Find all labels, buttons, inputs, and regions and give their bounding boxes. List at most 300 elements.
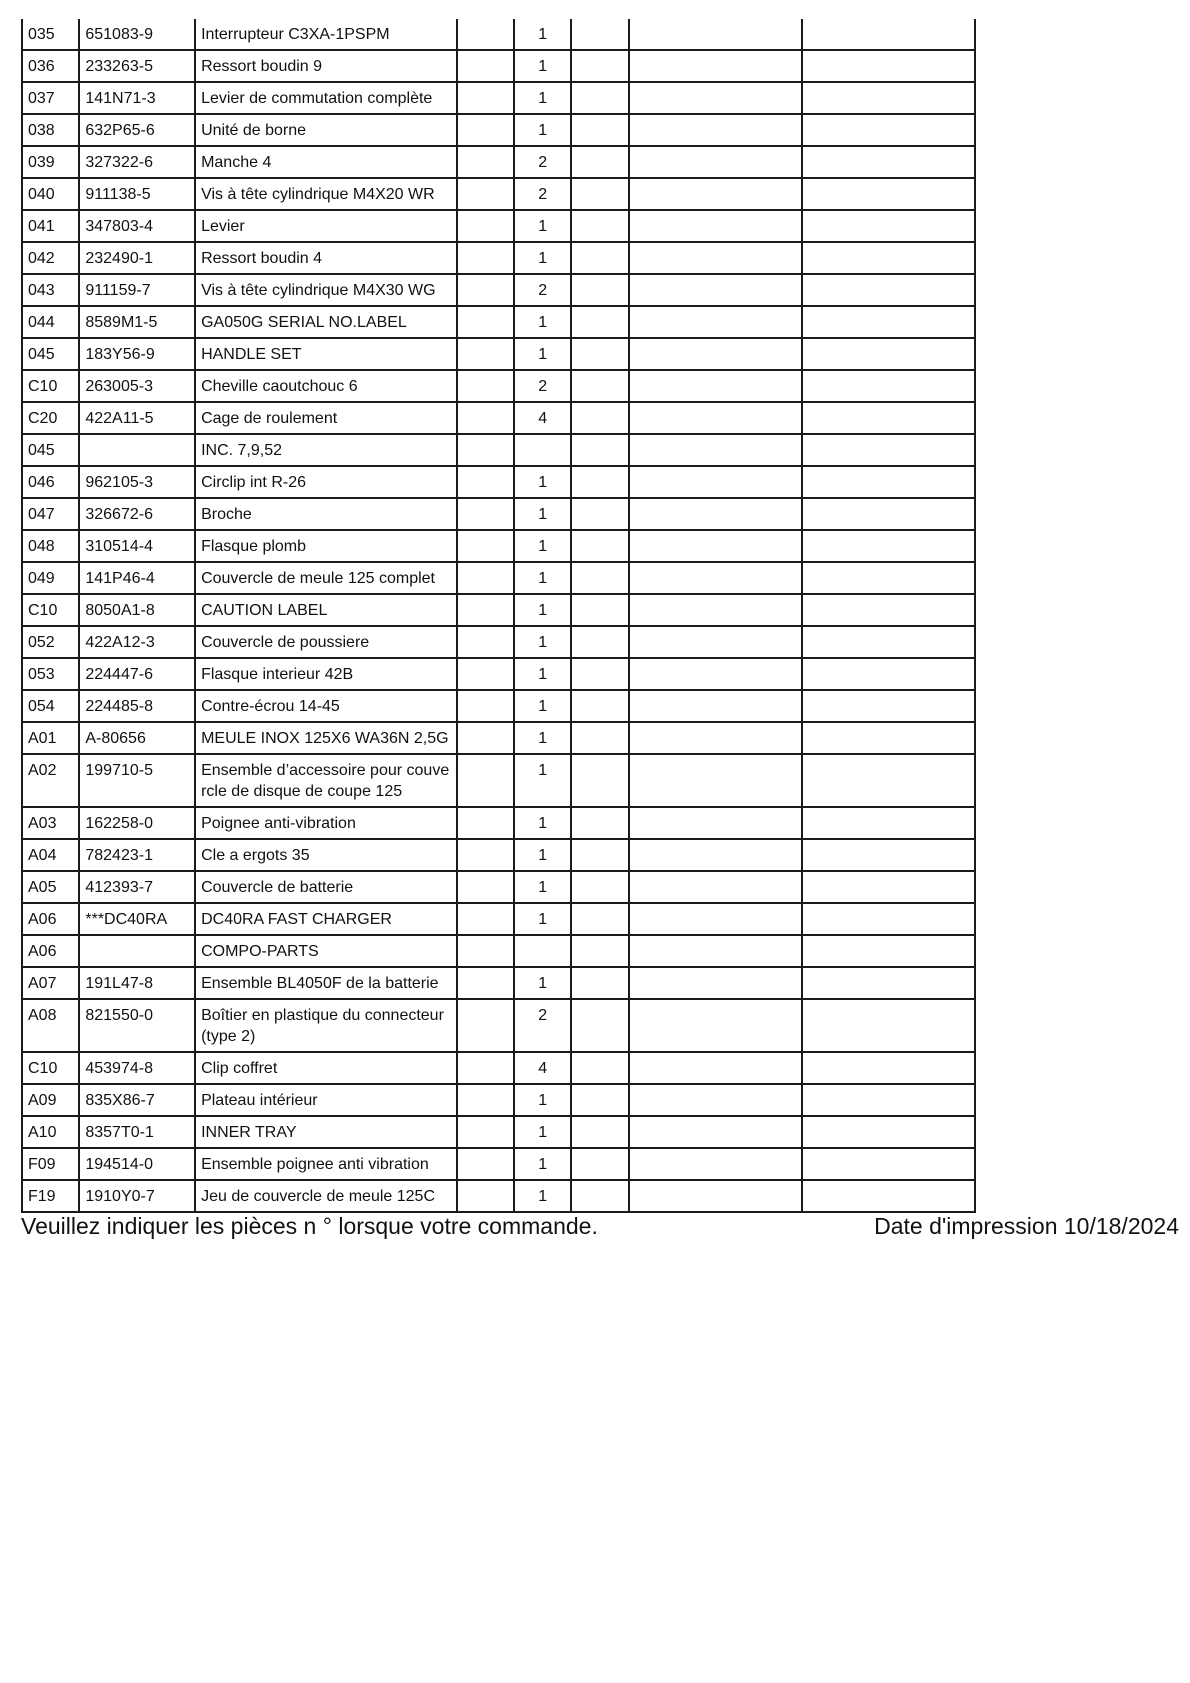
- description-cell: Ressort boudin 4: [195, 242, 457, 274]
- description-cell: Levier de commutation complète: [195, 82, 457, 114]
- description-cell: Couvercle de poussiere: [195, 626, 457, 658]
- description-cell: Plateau intérieur: [195, 1084, 457, 1116]
- empty-cell: [802, 871, 975, 903]
- empty-cell: [629, 1084, 802, 1116]
- empty-cell: [571, 210, 628, 242]
- item-number-cell: 045: [22, 338, 79, 370]
- empty-cell: [629, 754, 802, 807]
- quantity-cell: 1: [514, 19, 571, 50]
- quantity-cell: 1: [514, 562, 571, 594]
- empty-cell: [457, 935, 514, 967]
- item-number-cell: A07: [22, 967, 79, 999]
- empty-cell: [571, 274, 628, 306]
- part-number-cell: 263005-3: [79, 370, 195, 402]
- part-number-cell: 141P46-4: [79, 562, 195, 594]
- quantity-cell: 1: [514, 839, 571, 871]
- empty-cell: [571, 178, 628, 210]
- empty-cell: [629, 498, 802, 530]
- quantity-cell: 1: [514, 626, 571, 658]
- item-number-cell: 042: [22, 242, 79, 274]
- empty-cell: [571, 562, 628, 594]
- empty-cell: [629, 338, 802, 370]
- part-number-cell: 835X86-7: [79, 1084, 195, 1116]
- description-cell: Ressort boudin 9: [195, 50, 457, 82]
- empty-cell: [629, 594, 802, 626]
- table-row: [22, 402, 975, 434]
- quantity-cell: 2: [514, 999, 571, 1052]
- empty-cell: [802, 1084, 975, 1116]
- empty-cell: [571, 839, 628, 871]
- description-cell: Circlip int R-26: [195, 466, 457, 498]
- table-row: [22, 146, 975, 178]
- table-row: [22, 338, 975, 370]
- empty-cell: [457, 146, 514, 178]
- empty-cell: [571, 1116, 628, 1148]
- empty-cell: [629, 530, 802, 562]
- empty-cell: [571, 434, 628, 466]
- empty-cell: [571, 530, 628, 562]
- empty-cell: [629, 722, 802, 754]
- empty-cell: [802, 434, 975, 466]
- empty-cell: [629, 402, 802, 434]
- empty-cell: [457, 530, 514, 562]
- empty-cell: [629, 967, 802, 999]
- item-number-cell: 039: [22, 146, 79, 178]
- empty-cell: [457, 999, 514, 1052]
- empty-cell: [457, 50, 514, 82]
- item-number-cell: 037: [22, 82, 79, 114]
- empty-cell: [629, 562, 802, 594]
- empty-cell: [802, 594, 975, 626]
- parts-table-body: [22, 19, 975, 1212]
- description-cell: INC. 7,9,52: [195, 434, 457, 466]
- table-row: [22, 19, 975, 50]
- part-number-cell: 347803-4: [79, 210, 195, 242]
- empty-cell: [457, 210, 514, 242]
- empty-cell: [802, 306, 975, 338]
- item-number-cell: 035: [22, 19, 79, 50]
- item-number-cell: A05: [22, 871, 79, 903]
- item-number-cell: C10: [22, 594, 79, 626]
- empty-cell: [457, 274, 514, 306]
- part-number-cell: 422A12-3: [79, 626, 195, 658]
- empty-cell: [629, 903, 802, 935]
- quantity-cell: 1: [514, 1116, 571, 1148]
- description-cell: Ensemble d’accessoire pour couvercle de disque de coupe 125: [195, 754, 457, 807]
- table-row: [22, 1084, 975, 1116]
- quantity-cell: 1: [514, 82, 571, 114]
- quantity-cell: 1: [514, 658, 571, 690]
- empty-cell: [629, 178, 802, 210]
- empty-cell: [629, 242, 802, 274]
- part-number-cell: 191L47-8: [79, 967, 195, 999]
- empty-cell: [571, 871, 628, 903]
- quantity-cell: 4: [514, 402, 571, 434]
- empty-cell: [571, 626, 628, 658]
- empty-cell: [802, 82, 975, 114]
- part-number-cell: 8357T0-1: [79, 1116, 195, 1148]
- item-number-cell: 048: [22, 530, 79, 562]
- empty-cell: [571, 114, 628, 146]
- print-date: Date d'impression 10/18/2024: [874, 1213, 1179, 1239]
- quantity-cell: 1: [514, 466, 571, 498]
- item-number-cell: F09: [22, 1148, 79, 1180]
- description-cell: Manche 4: [195, 146, 457, 178]
- description-cell: Interrupteur C3XA-1PSPM: [195, 19, 457, 50]
- empty-cell: [571, 594, 628, 626]
- description-cell: Contre-écrou 14-45: [195, 690, 457, 722]
- table-row: [22, 807, 975, 839]
- quantity-cell: 1: [514, 1180, 571, 1212]
- table-row: [22, 626, 975, 658]
- empty-cell: [571, 754, 628, 807]
- quantity-cell: 2: [514, 370, 571, 402]
- empty-cell: [571, 999, 628, 1052]
- empty-cell: [802, 530, 975, 562]
- part-number-cell: 224485-8: [79, 690, 195, 722]
- empty-cell: [802, 658, 975, 690]
- item-number-cell: 043: [22, 274, 79, 306]
- table-row: [22, 1148, 975, 1180]
- item-number-cell: 054: [22, 690, 79, 722]
- quantity-cell: 2: [514, 146, 571, 178]
- quantity-cell: 1: [514, 754, 571, 807]
- empty-cell: [802, 338, 975, 370]
- item-number-cell: 038: [22, 114, 79, 146]
- table-row: [22, 1116, 975, 1148]
- part-number-cell: 453974-8: [79, 1052, 195, 1084]
- description-cell: Cage de roulement: [195, 402, 457, 434]
- table-row: [22, 210, 975, 242]
- empty-cell: [571, 82, 628, 114]
- item-number-cell: A04: [22, 839, 79, 871]
- description-cell: Levier: [195, 210, 457, 242]
- description-cell: Ensemble poignee anti vibration: [195, 1148, 457, 1180]
- empty-cell: [457, 562, 514, 594]
- empty-cell: [802, 178, 975, 210]
- description-cell: Boîtier en plastique du connecteur (type 2): [195, 999, 457, 1052]
- empty-cell: [457, 1052, 514, 1084]
- item-number-cell: A08: [22, 999, 79, 1052]
- empty-cell: [802, 402, 975, 434]
- table-row: [22, 306, 975, 338]
- description-cell: INNER TRAY: [195, 1116, 457, 1148]
- empty-cell: [802, 370, 975, 402]
- empty-cell: [802, 1052, 975, 1084]
- empty-cell: [629, 306, 802, 338]
- empty-cell: [629, 690, 802, 722]
- part-number-cell: 233263-5: [79, 50, 195, 82]
- quantity-cell: 1: [514, 306, 571, 338]
- empty-cell: [571, 50, 628, 82]
- empty-cell: [629, 82, 802, 114]
- empty-cell: [571, 1148, 628, 1180]
- empty-cell: [457, 370, 514, 402]
- table-row: [22, 1052, 975, 1084]
- empty-cell: [629, 466, 802, 498]
- empty-cell: [802, 935, 975, 967]
- table-row: [22, 114, 975, 146]
- empty-cell: [457, 1180, 514, 1212]
- empty-cell: [571, 903, 628, 935]
- quantity-cell: 4: [514, 1052, 571, 1084]
- item-number-cell: A02: [22, 754, 79, 807]
- empty-cell: [802, 807, 975, 839]
- empty-cell: [457, 754, 514, 807]
- item-number-cell: 052: [22, 626, 79, 658]
- empty-cell: [457, 839, 514, 871]
- empty-cell: [571, 690, 628, 722]
- empty-cell: [571, 146, 628, 178]
- part-number-cell: 1910Y0-7: [79, 1180, 195, 1212]
- item-number-cell: 041: [22, 210, 79, 242]
- empty-cell: [802, 690, 975, 722]
- empty-cell: [629, 114, 802, 146]
- empty-cell: [571, 338, 628, 370]
- empty-cell: [457, 19, 514, 50]
- item-number-cell: A06: [22, 935, 79, 967]
- empty-cell: [457, 967, 514, 999]
- empty-cell: [629, 1180, 802, 1212]
- table-row: [22, 935, 975, 967]
- empty-cell: [571, 658, 628, 690]
- description-cell: GA050G SERIAL NO.LABEL: [195, 306, 457, 338]
- empty-cell: [457, 242, 514, 274]
- item-number-cell: 049: [22, 562, 79, 594]
- table-row: [22, 658, 975, 690]
- part-number-cell: 911159-7: [79, 274, 195, 306]
- empty-cell: [802, 50, 975, 82]
- empty-cell: [802, 274, 975, 306]
- empty-cell: [802, 210, 975, 242]
- empty-cell: [802, 1180, 975, 1212]
- order-note: Veuillez indiquer les pièces n ° lorsque votre commande.: [21, 1213, 598, 1239]
- part-number-cell: 224447-6: [79, 658, 195, 690]
- item-number-cell: 045: [22, 434, 79, 466]
- table-row: [22, 594, 975, 626]
- empty-cell: [802, 466, 975, 498]
- empty-cell: [457, 658, 514, 690]
- quantity-cell: 1: [514, 114, 571, 146]
- empty-cell: [802, 1116, 975, 1148]
- table-row: [22, 178, 975, 210]
- table-row: [22, 434, 975, 466]
- quantity-cell: 1: [514, 967, 571, 999]
- empty-cell: [629, 370, 802, 402]
- empty-cell: [571, 967, 628, 999]
- table-row: [22, 903, 975, 935]
- quantity-cell: 1: [514, 210, 571, 242]
- table-row: [22, 722, 975, 754]
- empty-cell: [802, 146, 975, 178]
- item-number-cell: 053: [22, 658, 79, 690]
- empty-cell: [629, 839, 802, 871]
- empty-cell: [571, 1052, 628, 1084]
- empty-cell: [629, 1148, 802, 1180]
- item-number-cell: A09: [22, 1084, 79, 1116]
- item-number-cell: C20: [22, 402, 79, 434]
- part-number-cell: [79, 434, 195, 466]
- empty-cell: [629, 19, 802, 50]
- parts-table: [21, 19, 976, 1213]
- table-row: [22, 274, 975, 306]
- quantity-cell: 1: [514, 338, 571, 370]
- part-number-cell: 327322-6: [79, 146, 195, 178]
- part-number-cell: 183Y56-9: [79, 338, 195, 370]
- empty-cell: [629, 1052, 802, 1084]
- part-number-cell: 162258-0: [79, 807, 195, 839]
- item-number-cell: C10: [22, 1052, 79, 1084]
- table-row: [22, 530, 975, 562]
- table-row: [22, 871, 975, 903]
- empty-cell: [802, 754, 975, 807]
- quantity-cell: 1: [514, 690, 571, 722]
- table-row: [22, 242, 975, 274]
- item-number-cell: A03: [22, 807, 79, 839]
- quantity-cell: 1: [514, 903, 571, 935]
- description-cell: Vis à tête cylindrique M4X30 WG: [195, 274, 457, 306]
- quantity-cell: [514, 935, 571, 967]
- empty-cell: [457, 594, 514, 626]
- part-number-cell: 962105-3: [79, 466, 195, 498]
- empty-cell: [802, 903, 975, 935]
- quantity-cell: 1: [514, 722, 571, 754]
- empty-cell: [571, 402, 628, 434]
- empty-cell: [629, 658, 802, 690]
- empty-cell: [571, 1084, 628, 1116]
- table-row: [22, 754, 975, 807]
- empty-cell: [629, 50, 802, 82]
- table-row: [22, 50, 975, 82]
- empty-cell: [457, 466, 514, 498]
- part-number-cell: 141N71-3: [79, 82, 195, 114]
- empty-cell: [629, 999, 802, 1052]
- empty-cell: [457, 903, 514, 935]
- description-cell: Cheville caoutchouc 6: [195, 370, 457, 402]
- item-number-cell: 046: [22, 466, 79, 498]
- item-number-cell: F19: [22, 1180, 79, 1212]
- description-cell: Cle a ergots 35: [195, 839, 457, 871]
- empty-cell: [629, 434, 802, 466]
- table-row: [22, 967, 975, 999]
- empty-cell: [571, 19, 628, 50]
- empty-cell: [629, 1116, 802, 1148]
- empty-cell: [457, 338, 514, 370]
- part-number-cell: 326672-6: [79, 498, 195, 530]
- table-row: [22, 999, 975, 1052]
- empty-cell: [571, 242, 628, 274]
- table-row: [22, 498, 975, 530]
- empty-cell: [802, 839, 975, 871]
- quantity-cell: 2: [514, 274, 571, 306]
- empty-cell: [457, 871, 514, 903]
- empty-cell: [457, 498, 514, 530]
- part-number-cell: 8050A1-8: [79, 594, 195, 626]
- quantity-cell: 1: [514, 594, 571, 626]
- quantity-cell: 2: [514, 178, 571, 210]
- empty-cell: [457, 306, 514, 338]
- empty-cell: [457, 1084, 514, 1116]
- description-cell: Flasque plomb: [195, 530, 457, 562]
- empty-cell: [571, 1180, 628, 1212]
- quantity-cell: 1: [514, 498, 571, 530]
- quantity-cell: 1: [514, 1084, 571, 1116]
- quantity-cell: 1: [514, 807, 571, 839]
- part-number-cell: A-80656: [79, 722, 195, 754]
- empty-cell: [457, 1116, 514, 1148]
- empty-cell: [802, 19, 975, 50]
- empty-cell: [802, 999, 975, 1052]
- part-number-cell: 199710-5: [79, 754, 195, 807]
- quantity-cell: 1: [514, 50, 571, 82]
- empty-cell: [629, 146, 802, 178]
- part-number-cell: 911138-5: [79, 178, 195, 210]
- empty-cell: [629, 935, 802, 967]
- table-row: [22, 690, 975, 722]
- empty-cell: [629, 807, 802, 839]
- empty-cell: [571, 722, 628, 754]
- empty-cell: [457, 690, 514, 722]
- quantity-cell: [514, 434, 571, 466]
- item-number-cell: A10: [22, 1116, 79, 1148]
- item-number-cell: 040: [22, 178, 79, 210]
- item-number-cell: 047: [22, 498, 79, 530]
- empty-cell: [802, 242, 975, 274]
- empty-cell: [802, 967, 975, 999]
- description-cell: COMPO-PARTS: [195, 935, 457, 967]
- table-row: [22, 562, 975, 594]
- empty-cell: [571, 306, 628, 338]
- empty-cell: [457, 1148, 514, 1180]
- empty-cell: [457, 82, 514, 114]
- part-number-cell: 310514-4: [79, 530, 195, 562]
- item-number-cell: 036: [22, 50, 79, 82]
- item-number-cell: 044: [22, 306, 79, 338]
- description-cell: Unité de borne: [195, 114, 457, 146]
- empty-cell: [457, 626, 514, 658]
- empty-cell: [802, 1148, 975, 1180]
- description-cell: Broche: [195, 498, 457, 530]
- part-number-cell: [79, 935, 195, 967]
- description-cell: HANDLE SET: [195, 338, 457, 370]
- description-cell: CAUTION LABEL: [195, 594, 457, 626]
- item-number-cell: C10: [22, 370, 79, 402]
- table-row: [22, 82, 975, 114]
- empty-cell: [457, 402, 514, 434]
- empty-cell: [629, 871, 802, 903]
- quantity-cell: 1: [514, 871, 571, 903]
- description-cell: Flasque interieur 42B: [195, 658, 457, 690]
- empty-cell: [802, 722, 975, 754]
- empty-cell: [457, 807, 514, 839]
- quantity-cell: 1: [514, 1148, 571, 1180]
- part-number-cell: ***DC40RA: [79, 903, 195, 935]
- quantity-cell: 1: [514, 530, 571, 562]
- empty-cell: [802, 498, 975, 530]
- table-row: [22, 1180, 975, 1212]
- empty-cell: [571, 466, 628, 498]
- description-cell: Ensemble BL4050F de la batterie: [195, 967, 457, 999]
- empty-cell: [802, 114, 975, 146]
- description-cell: Couvercle de batterie: [195, 871, 457, 903]
- part-number-cell: 782423-1: [79, 839, 195, 871]
- empty-cell: [802, 562, 975, 594]
- empty-cell: [571, 807, 628, 839]
- description-cell: DC40RA FAST CHARGER: [195, 903, 457, 935]
- part-number-cell: 194514-0: [79, 1148, 195, 1180]
- table-row: [22, 466, 975, 498]
- part-number-cell: 232490-1: [79, 242, 195, 274]
